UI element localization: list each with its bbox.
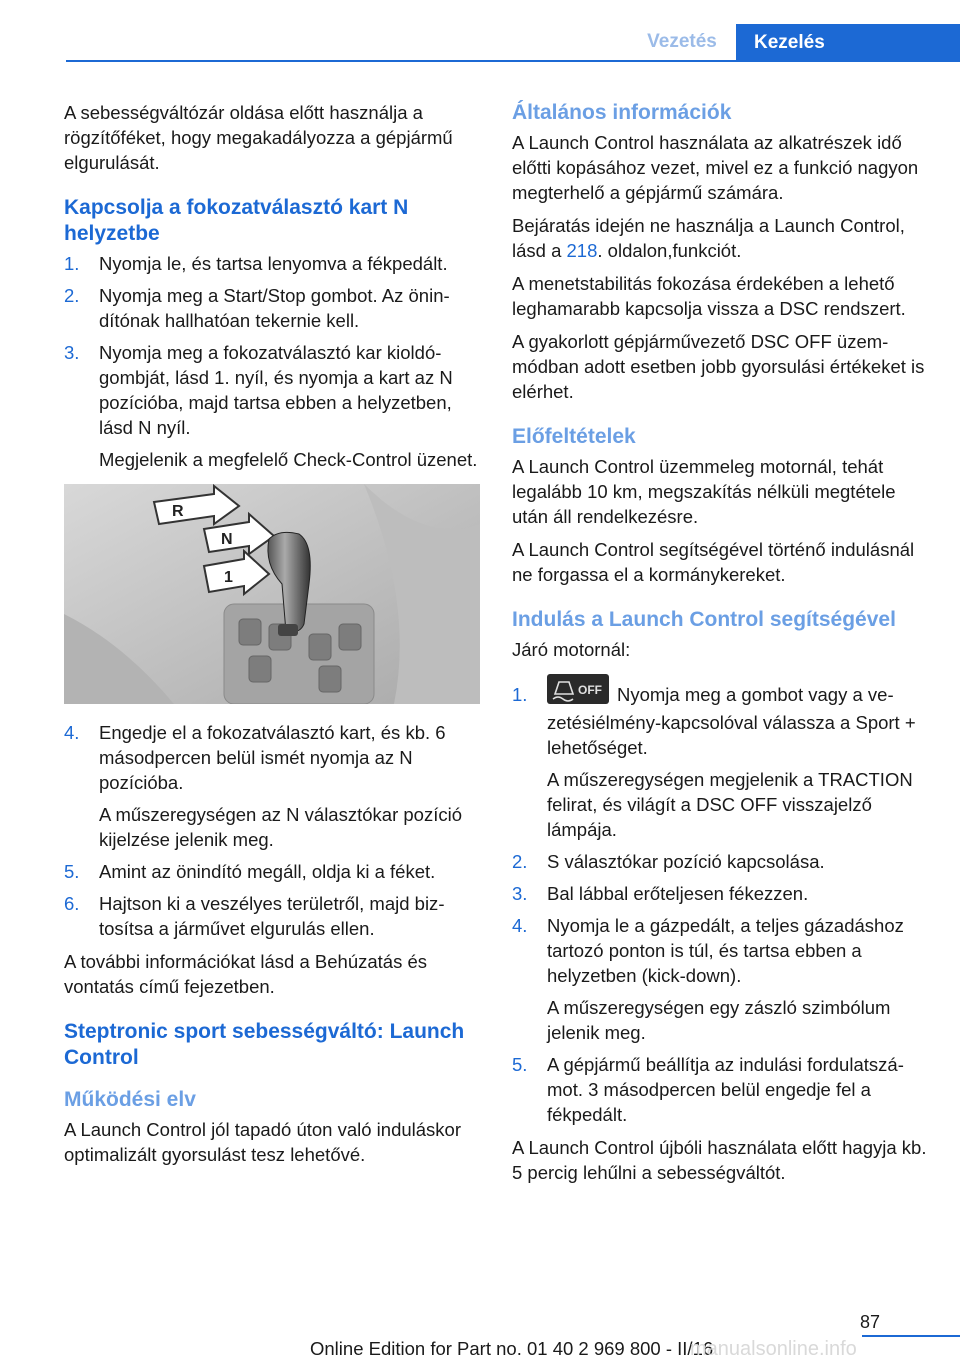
paragraph: A gyakorlott gépjárművezető DSC OFF üzemmódban adott esetben jobb gyorsulási értékeket is elérhet. bbox=[512, 331, 925, 402]
page-number: 87 bbox=[860, 1312, 881, 1332]
heading-prerequisites: Előfeltételek bbox=[512, 425, 636, 448]
paragraph: A Launch Control újbóli használata előtt hagyja kb. 5 percig lehűlni a sebességváltót. bbox=[512, 1137, 927, 1184]
edition-text: Online Edition for Part no. 01 40 2 969 800 - II/16 bbox=[310, 1338, 714, 1359]
gear-selector-figure bbox=[64, 484, 480, 704]
list-item: 3. Bal lábbal erőteljesen fékezzen. bbox=[512, 883, 809, 905]
watermark: manualsonline.info bbox=[690, 1338, 857, 1360]
dsc-off-button-icon bbox=[547, 674, 609, 710]
step-note: A műszeregységen az N választókar pozíció kijelzése jelenik meg. bbox=[99, 804, 462, 850]
arrow-1-label: 1 bbox=[224, 569, 233, 586]
list-item: 4. Engedje el a fokozatválasztó kart, és kb. 6 másodpercen belül ismét nyomja az N pozícióba. A műszeregységen az N választókar pozíció kijelzése jelenik meg. bbox=[64, 720, 482, 852]
header-rule bbox=[66, 60, 960, 62]
arrow-n-label: N bbox=[221, 531, 233, 548]
arrow-r-label: R bbox=[172, 503, 184, 520]
launch-steps-list bbox=[512, 682, 928, 1127]
list-item: 2. S választókar pozíció kapcsolása. bbox=[512, 851, 825, 873]
list-item: 2. Nyomja meg a Start/Stop gombot. Az önindítónak hallhatóan tekernie kell. bbox=[64, 285, 450, 331]
outro-paragraph: A további információkat lásd a Behúzatás és vontatás című fejezetben. bbox=[64, 951, 428, 997]
svg-text:OFF: OFF bbox=[578, 683, 602, 698]
step-note: A műszeregységen egy zászló szimbólum jelenik meg. bbox=[547, 997, 891, 1044]
right-column bbox=[512, 100, 928, 1193]
paragraph: A Launch Control segítségével történő indulásnál ne forgassa el a kormánykereket. bbox=[512, 539, 915, 585]
heading-principle: Működési elv bbox=[64, 1088, 196, 1111]
list-item: 3. Nyomja meg a fokozatválasztó kar kioldógombját, lásd 1. nyíl, és nyomja a kart az N pozícióba, majd tartsa ebben a helyzetben, lásd N nyíl. Megjelenik a megfelelő Check-Control üzenet. bbox=[64, 340, 482, 472]
step-note: Megjelenik a megfelelő Check-Control üzenet. bbox=[99, 449, 478, 470]
paragraph: A menetstabilitás fokozása érdekében a lehető leghamarabb kapcsolja vissza a DSC rendszert. bbox=[512, 273, 906, 319]
list-item: 5. Amint az önindító megáll, oldja ki a féket. bbox=[64, 861, 436, 882]
list-item: 1. Nyomja le, és tartsa lenyomva a fékpedált. bbox=[64, 253, 448, 274]
left-column bbox=[64, 100, 482, 1175]
list-item: 6. Hajtson ki a veszélyes területről, majd biztosítsa a járművet elgurulás ellen. bbox=[64, 893, 445, 939]
footer-rule bbox=[862, 1335, 960, 1337]
page-reference-link[interactable]: 218 bbox=[566, 240, 598, 261]
paragraph: Bejáratás idején ne használja a Launch Control, lásd a 218. oldalon,funkciót. bbox=[512, 215, 905, 261]
list-item: 4. Nyomja le a gázpedált, a teljes gázadáshoz tartozó ponton is túl, és tartsa ebben a helyzetben (kick-down). A műszeregységen egy zászló szimbólum jelenik meg. bbox=[512, 913, 928, 1045]
paragraph: A Launch Control üzemmeleg motornál, tehát legalább 10 km, megszakítás nélküli megtétele után áll rendelkezésre. bbox=[512, 456, 896, 527]
list-item: 5. A gépjármű beállítja az indulási fordulatszámot. 3 másodpercen belül engedje fel a fékpedált. bbox=[512, 1054, 904, 1126]
tab-kezeles[interactable]: Kezelés bbox=[736, 24, 960, 62]
step-note: A műszeregységen megjelenik a TRACTION felirat, és világít a DSC OFF visszajelző lámpája. bbox=[547, 769, 913, 841]
steps-list-b bbox=[64, 720, 482, 941]
paragraph: A Launch Control használata az alkatrészek idő előtti kopásához vezet, mivel ez a funkció nagyon megterhelő a gépjármű számára. bbox=[512, 132, 919, 203]
intro-paragraph: A sebességváltózár oldása előtt használja a rögzítőféket, hogy megakadályozza a gépjármű elgurulását. bbox=[64, 102, 453, 173]
tab-vezetes[interactable]: Vezetés bbox=[647, 31, 717, 52]
heading-neutral-position: Kapcsolja a fokozatválasztó kart N helyzetbe bbox=[64, 196, 409, 245]
paragraph: Járó motornál: bbox=[512, 639, 631, 660]
heading-launch-control: Steptronic sport sebességváltó: Launch Control bbox=[64, 1020, 465, 1069]
heading-general-info: Általános információk bbox=[512, 101, 732, 124]
heading-starting-launch-control: Indulás a Launch Control segítségével bbox=[512, 608, 896, 631]
principle-paragraph: A Launch Control jól tapadó úton való induláskor optimalizált gyorsulást tesz lehetővé. bbox=[64, 1119, 461, 1165]
list-item: 1. OFF Nyomja meg a gombot vagy a vezetésiélmény-kapcsolóval válassza a Sport + lehetőséget. A műszeregységen megjelenik a TRACTION felirat, és világít a DSC OFF visszajelző lámpája. bbox=[512, 682, 928, 842]
steps-list-a bbox=[64, 251, 482, 472]
